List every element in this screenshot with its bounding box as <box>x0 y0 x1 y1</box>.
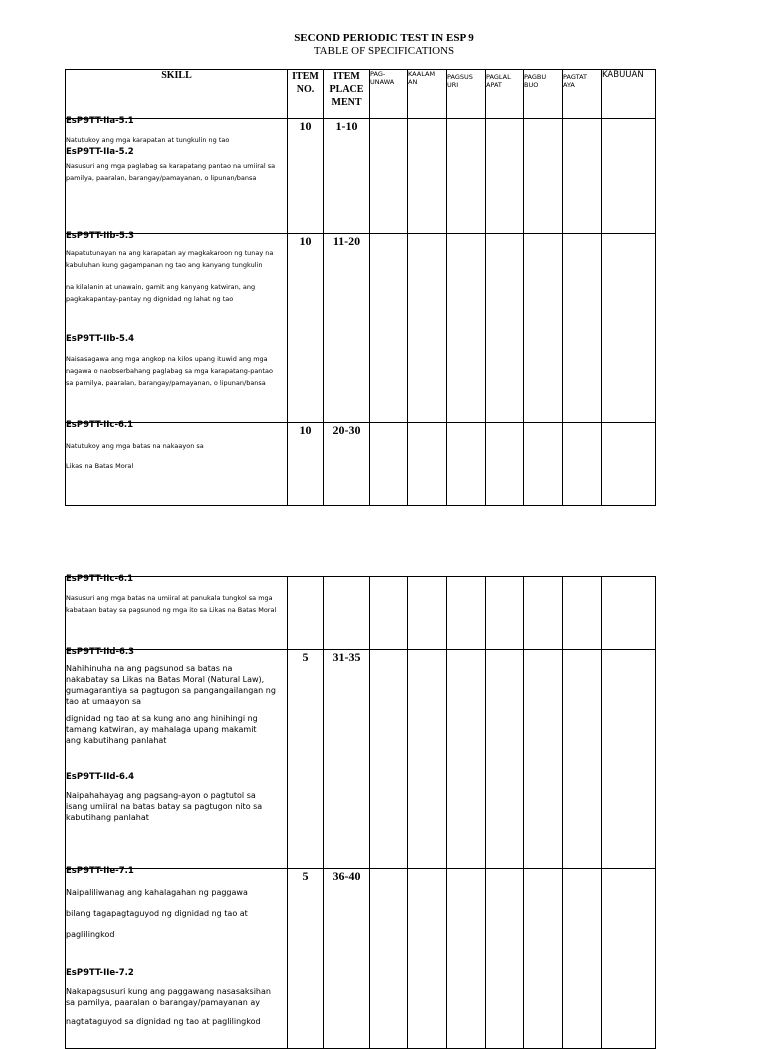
competency-code: EsP9TT-IIb-5.4 <box>66 334 135 344</box>
competency-code: EsP9TT-IIe-7.2 <box>66 968 134 978</box>
item-no-cell: 10 <box>288 119 324 234</box>
competency-description: Naisasagawa ang mga angkop na kilos upang ituwid ang mga nagawa o naobserbahang paglabag sa mga karapatang-pantao sa pamilya, paaralan, barangay/pamayanan, o lipunan/bansa <box>66 355 273 387</box>
header-item-placement: ITEM PLACE MENT <box>324 70 370 119</box>
document-subtitle: TABLE OF SPECIFICATIONS <box>313 45 455 57</box>
table-row <box>66 577 656 650</box>
competency-description: dignidad ng tao at sa kung ano ang hinihingi ng tamang katwiran, ay mahalaga upang makamit ang kabutihang panlahat <box>66 714 258 745</box>
competency-code: EsP9TT-IIb-5.3 <box>66 231 135 241</box>
skill-cell <box>66 574 288 650</box>
competency-description: Nakapagsusuri kung ang paggawang nasasaksihan sa pamilya, paaralan o barangay/pamayanan ay nagtataguyod sa dignidad ng tao at paglilingkod <box>66 987 271 1026</box>
competency-description: Nasusuri ang mga paglabag sa karapatang pantao na umiiral sa pamilya, paaralan, barangay/pamayanan, o lipunan/bansa <box>66 162 276 182</box>
table-row <box>66 423 656 506</box>
competency-code: EsP9TT-IIc-6.1 <box>66 420 134 430</box>
table-row <box>66 234 656 423</box>
table-header-row <box>66 70 656 119</box>
item-no-cell: 5 <box>288 869 324 1049</box>
item-no-cell: 10 <box>288 423 324 506</box>
skill-cell <box>66 231 288 423</box>
competency-description: Naipahahayag ang pagsang-ayon o pagtutol sa isang umiiral na batas batay sa pagtugon nito sa kabutihang panlahat <box>66 791 263 822</box>
header-kaalaman: KAALAM AN <box>408 70 447 119</box>
specifications-table-part-2 <box>65 576 656 1049</box>
item-placement-cell: 36-40 <box>324 869 370 1049</box>
competency-code: EsP9TT-IIa-5.1 <box>66 116 134 126</box>
item-no-cell: 5 <box>288 650 324 869</box>
header-item-no: ITEM NO. <box>288 70 324 119</box>
competency-description: Natutukoy ang mga batas na nakaayon sa Likas na Batas Moral <box>66 442 204 470</box>
item-placement-cell: 31-35 <box>324 650 370 869</box>
table-row <box>66 869 656 1049</box>
skill-cell <box>66 647 288 869</box>
header-pagsusuri: PAGSUS URI <box>447 70 486 119</box>
header-pagbubuo: PAGBU BUO <box>524 70 563 119</box>
skill-cell <box>66 866 288 1049</box>
header-paglalapat: PAGLAL APAT <box>486 70 524 119</box>
competency-code: EsP9TT-IId-6.4 <box>66 772 135 782</box>
competency-description: na kilalanin at unawain, gamit ang kanyang katwiran, ang pagkakapantay-pantay ng dignidad ng lahat ng tao <box>66 283 256 303</box>
skill-cell <box>66 420 288 506</box>
competency-code: EsP9TT-IIe-7.1 <box>66 866 134 876</box>
table-row <box>66 119 656 234</box>
competency-description: Nasusuri ang mga batas na umiiral at panukala tungkol sa mga kabataan batay sa pagsunod ng mga ito sa Likas na Batas Moral <box>66 594 277 614</box>
item-no-cell: 10 <box>288 234 324 423</box>
table-row <box>66 650 656 869</box>
competency-description: Nahihinuha na ang pagsunod sa batas na nakabatay sa Likas na Batas Moral (Natural Law), gumagarantiya sa pagtugon sa pangangailangan ng tao at umaayon sa <box>66 664 276 706</box>
competency-description: Naipaliliwanag ang kahalagahan ng paggawa bilang tagapagtaguyod ng dignidad ng tao at paglilingkod <box>66 888 248 939</box>
skill-cell <box>66 116 288 234</box>
item-placement-cell: 1-10 <box>324 119 370 234</box>
header-pag-unawa: PAG- UNAWA <box>370 70 408 119</box>
competency-code: EsP9TT-IIa-5.2 <box>66 147 134 157</box>
header-pagtataya: PAGTAT AYA <box>563 70 602 119</box>
header-skill: SKILL <box>66 70 288 119</box>
competency-code: EsP9TT-IIc-6.1 <box>66 574 134 584</box>
specifications-table-part-1 <box>65 69 656 506</box>
document-title: SECOND PERIODIC TEST IN ESP 9 <box>294 32 474 44</box>
competency-description: Natutukoy ang mga karapatan at tungkulin ng tao <box>66 136 230 144</box>
competency-description: Napatutunayan na ang karapatan ay magkakaroon ng tunay na kabuluhan kung gagampanan ng tao ang kanyang tungkulin <box>66 249 274 269</box>
competency-code: EsP9TT-IId-6.3 <box>66 647 135 657</box>
header-kabuuan: KABUUAN <box>602 70 656 119</box>
item-placement-cell: 11-20 <box>324 234 370 423</box>
item-placement-cell: 20-30 <box>324 423 370 506</box>
